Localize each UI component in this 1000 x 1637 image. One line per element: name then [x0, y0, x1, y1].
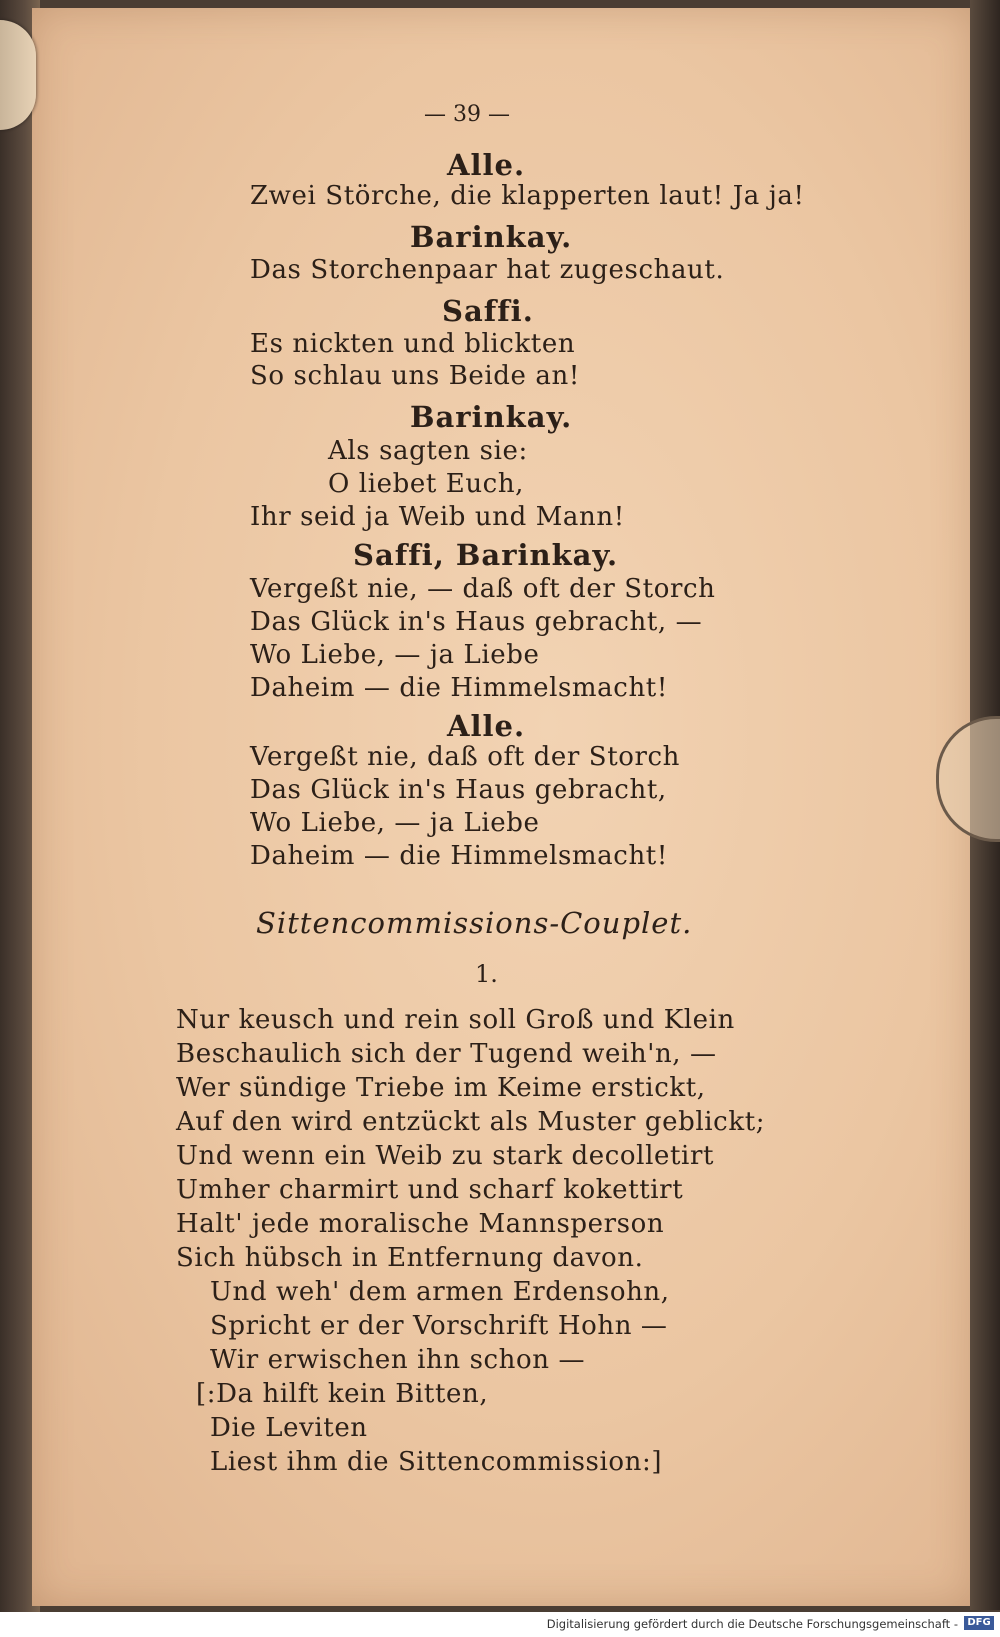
footer-credit: Digitalisierung gefördert durch die Deutsche Forschungsgemeinschaft - [546, 1617, 958, 1631]
dfg-logo: DFG [964, 1616, 994, 1630]
verse-line: Wer sündige Triebe im Keime erstickt, [176, 1073, 706, 1103]
verse-line: Umher charmirt und scharf kokettirt [176, 1175, 684, 1205]
dialogue-line: Ihr seid ja Weib und Mann! [250, 502, 625, 532]
verse-line: Und weh' dem armen Erdensohn, [210, 1277, 670, 1307]
verse-line: Spricht er der Vorschrift Hohn — [210, 1311, 668, 1341]
verse-line: Wir erwischen ihn schon — [210, 1345, 586, 1375]
speaker-saffi-barinkay: Saffi, Barinkay. [353, 538, 619, 572]
speaker-barinkay: Barinkay. [410, 220, 573, 254]
speaker-barinkay: Barinkay. [410, 400, 573, 434]
verse-line: Halt' jede moralische Mannsperson [176, 1209, 665, 1239]
dialogue-line: O liebet Euch, [328, 469, 525, 499]
dialogue-line: Das Glück in's Haus gebracht, [250, 775, 667, 805]
dialogue-line: Es nickten und blickten [250, 329, 576, 359]
dialogue-line: Wo Liebe, — ja Liebe [250, 640, 540, 670]
song-title: Sittencommissions-Couplet. [256, 906, 693, 940]
verse-line: Und wenn ein Weib zu stark decolletirt [176, 1141, 715, 1171]
dialogue-line: Zwei Störche, die klapperten laut! Ja ja! [250, 181, 805, 211]
dialogue-line: Das Glück in's Haus gebracht, — [250, 607, 703, 637]
dialogue-line: Vergeßt nie, — daß oft der Storch [250, 574, 716, 604]
dialogue-line: Das Storchenpaar hat zugeschaut. [250, 255, 725, 285]
dialogue-line: Daheim — die Himmelsmacht! [250, 673, 668, 703]
verse-line: Liest ihm die Sittencommission:] [210, 1447, 663, 1477]
dialogue-line: Vergeßt nie, daß oft der Storch [250, 742, 681, 772]
speaker-saffi: Saffi. [442, 294, 534, 328]
verse-line: Sich hübsch in Entfernung davon. [176, 1243, 644, 1273]
speaker-alle: Alle. [447, 709, 526, 743]
dialogue-line: Wo Liebe, — ja Liebe [250, 808, 540, 838]
verse-line: Die Leviten [210, 1413, 368, 1443]
page-number: — 39 — [424, 102, 510, 127]
verse-line: Auf den wird entzückt als Muster geblickt; [176, 1107, 766, 1137]
dialogue-line: Daheim — die Himmelsmacht! [250, 841, 668, 871]
verse-line: Nur keusch und rein soll Groß und Klein [176, 1005, 735, 1035]
verse-line: [:Da hilft kein Bitten, [196, 1379, 489, 1409]
dialogue-line: So schlau uns Beide an! [250, 361, 580, 391]
verse-number: 1. [475, 960, 498, 988]
speaker-alle: Alle. [447, 148, 526, 182]
verse-line: Beschaulich sich der Tugend weih'n, — [176, 1039, 717, 1069]
dialogue-line: Als sagten sie: [328, 436, 528, 466]
